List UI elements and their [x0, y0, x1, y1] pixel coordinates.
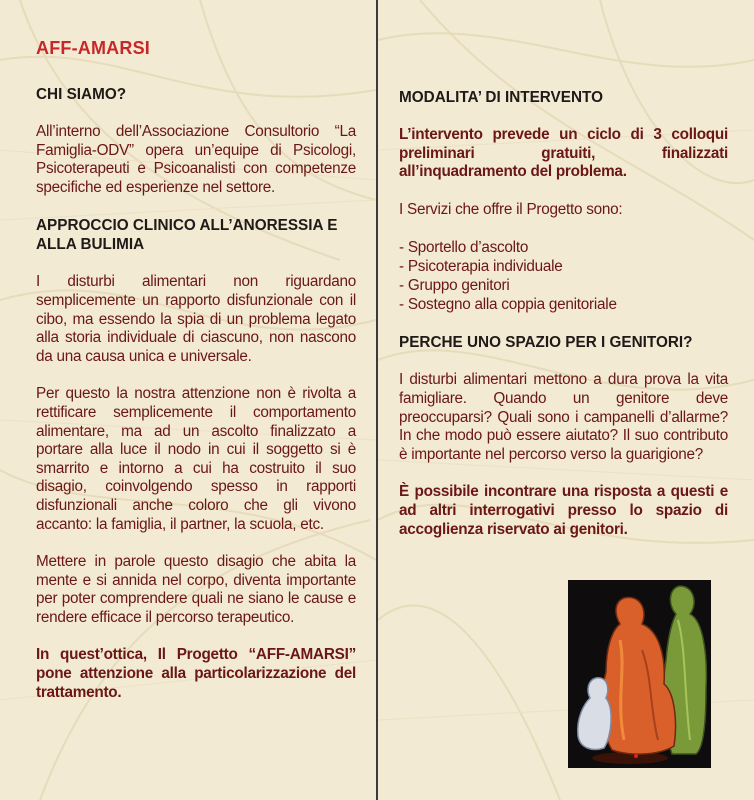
approach-heading [36, 216, 356, 254]
method-heading: MODALITA’ DI INTERVENTO [399, 89, 603, 106]
approach-heading-line2: ALLA BULIMIA [36, 236, 145, 254]
who-text: All’interno dell’Associazione Consultorio “La Famiglia-ODV” opera un’equipe di Psicologi, Psicoterapeuti e Psicoanalisti con competenze specifiche ed esperienze nel settore. [36, 123, 356, 196]
approach-heading-line1: APPROCCIO CLINICO ALL’ANORESSIA E [36, 217, 338, 235]
services-intro: I Servizi che offre il Progetto sono: [399, 200, 623, 218]
services-list [399, 238, 728, 314]
paragraph-2: Per questo la nostra attenzione non è rivolta a rettificare semplicemente il comportamento alimentare, ma ad un ascolto finalizzato a portare alla luce il nodo in cui il soggetto si è smarrito e intorno a cui ha costruito il suo disagio, coinvolgendo spesso in rapporti disfunzionali anche coloro che gli vivono accanto: la famiglia, il partner, la scuola, etc. [36, 385, 356, 533]
who-heading: CHI SIAMO? [36, 86, 127, 103]
service-item: - Sostegno alla coppia genitoriale [399, 296, 617, 314]
paragraph-4: In quest’ottica, Il Progetto “AFF-AMARSI” pone attenzione alla particolarizzazione del trattamento. [36, 646, 356, 701]
service-item: - Sportello d’ascolto [399, 239, 529, 257]
service-item: - Gruppo genitori [399, 277, 510, 295]
paragraph-1: I disturbi alimentari non riguardano semplicemente un rapporto disfunzionale con il cibo, ma essendo la spia di un problema legato alla storia individuale di ciascuno, non nascono da una causa unica e universale. [36, 273, 356, 365]
parents-text: I disturbi alimentari mettono a dura prova la vita famigliare. Quando un genitore deve preoccuparsi? Quali sono i campanelli d’allarme? In che modo può essere aiutato? Il suo contributo è importante nel percorso verso la guarigione? [399, 371, 728, 463]
paragraph-3: Mettere in parole questo disagio che abita la mente e si annida nel corpo, diventa importante per poter comprendere quali ne siano le cause e rendere efficace il percorso terapeutico. [36, 553, 356, 626]
painting-figures-icon [568, 580, 711, 768]
method-text: L’intervento prevede un ciclo di 3 colloqui preliminari gratuiti, finalizzati all’inquadramento del problema. [399, 126, 728, 181]
brand-title: AFF-AMARSI [36, 38, 150, 58]
parents-heading: PERCHE UNO SPAZIO PER I GENITORI? [399, 334, 693, 352]
closing-text: È possibile incontrare una risposta a questi e ad altri interrogativi presso lo spazio di accoglienza riservato ai genitori. [399, 483, 728, 538]
left-panel [0, 0, 376, 800]
service-item: - Psicoterapia individuale [399, 258, 563, 276]
